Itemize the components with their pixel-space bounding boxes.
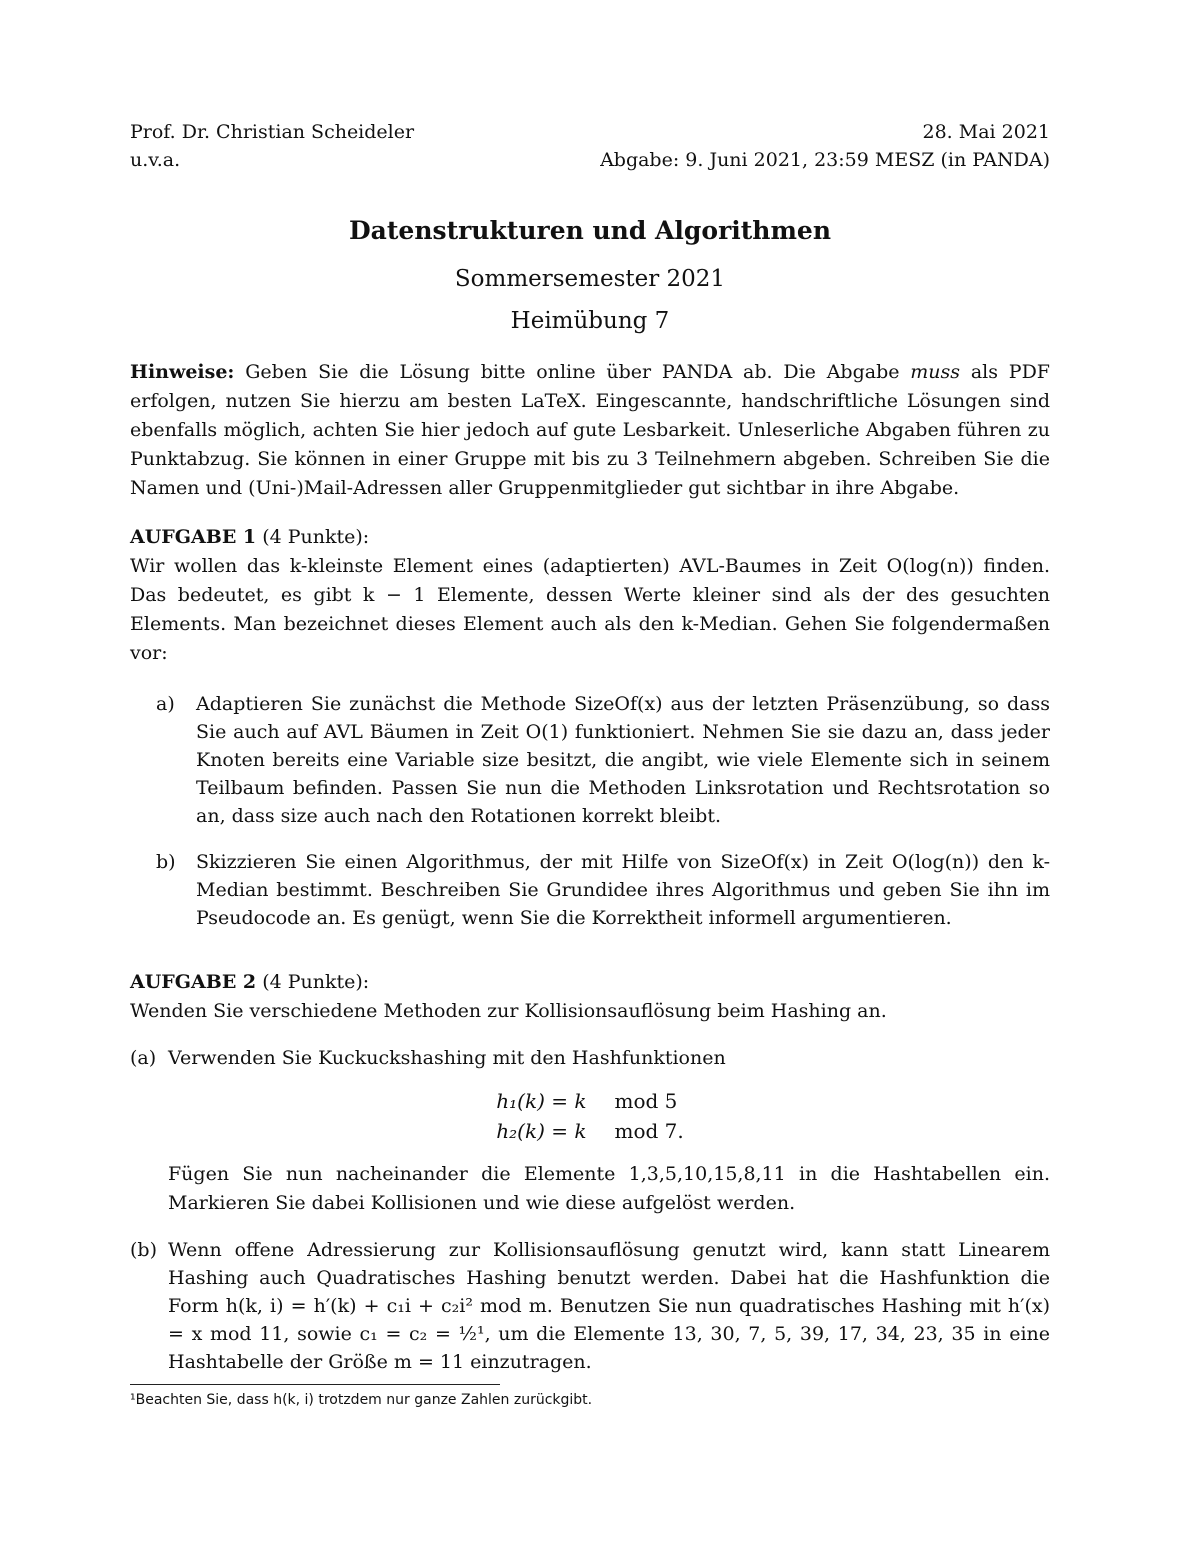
part-a-label: a) [156,693,175,715]
semester: Sommersemester 2021 [454,266,726,292]
header-row-1 [130,118,1050,146]
exercise1-intro: Wir wollen das k-kleinste Element eines (adaptierten) AVL-Baumes in Zeit O(log(n)) finden. Das bedeutet, es gibt k − 1 Elemente, dessen Werte kleiner sind als der des gesuchten Elements. Man bezeichnet dieses Element auch als den k-Median. Gehen Sie folgendermaßen vor: [130,555,1050,664]
h1-lhs: h₁(k) = k [496,1089,587,1113]
exercise2-part-b [130,1236,1050,1376]
part-a-text: Adaptieren Sie zunächst die Methode SizeOf(x) aus der letzten Präsenzübung, so dass Sie auch auf AVL Bäumen in Zeit O(1) funktioniert. Nehmen Sie sie dazu an, dass jeder Knoten bereits eine Variable size besitzt, die angibt, wie viele Elemente sich in seinem Teilbaum befinden. Passen Sie nun die Methoden Linksrotation und Rechtsrotation so an, dass size auch nach den Rotationen korrekt bleibt. [196,693,1050,827]
exercise1-label: AUFGABE 1 [130,526,257,548]
hash-function-2 [490,1116,689,1146]
coauthors: u.v.a. [130,149,181,171]
hash-function-1 [490,1086,689,1116]
notes [130,358,1050,503]
page-title: Datenstrukturen und Algorithmen [349,216,831,245]
hash-functions [130,1086,1050,1146]
exercise1-heading [130,523,1050,552]
exercise2-heading [130,968,1050,997]
notes-text-2: als PDF erfolgen, nutzen Sie hierzu am besten LaTeX. Eingescannte, handschriftliche Lösungen sind ebenfalls möglich, achten Sie hier jedoch auf gute Lesbarkeit. Unleserliche Abgaben führen zu Punktabzug. Sie können in einer Gruppe mit bis zu 3 Teilnehmern abgeben. Schreiben Sie die Namen und (Uni-)Mail-Adressen aller Gruppenmitglieder gut sichtbar in ihre Abgabe. [130,361,1050,499]
header-row-2 [130,146,1050,174]
exercise1-part-b [130,848,1050,932]
exercise1-points: (4 Punkte): [256,526,370,548]
ex2-part-a-label: (a) [130,1047,157,1069]
ex2-part-a-instructions: Fügen Sie nun nacheinander die Elemente 1,3,5,10,15,8,11 in die Hashtabellen ein. Markieren Sie dabei Kollisionen und wie diese aufgelöst werden. [168,1163,1050,1214]
part-b-label: b) [156,851,176,873]
h1-rhs: mod 5 [614,1089,678,1113]
ex2-part-b-text: Wenn offene Adressierung zur Kollisionsauflösung genutzt wird, kann statt Linearem Hashing auch Quadratisches Hashing benutzt werden. Dabei hat die Hashfunktion die Form h(k, i) = h′(k) + c₁i + c₂i² mod m. Benutzen Sie nun quadratisches Hashing mit h′(x) = x mod 11, sowie c₁ = c₂ = ½¹, um die Elemente 13, 30, 7, 5, 39, 17, 34, 23, 35 in eine Hashtabelle der Größe m = 11 einzutragen. [168,1239,1050,1373]
h2-lhs: h₂(k) = k [496,1119,587,1143]
notes-emphasis: muss [910,361,961,383]
exercise2-intro: Wenden Sie verschiedene Methoden zur Kollisionsauflösung beim Hashing an. [130,1000,887,1022]
h2-rhs: mod 7. [614,1119,684,1143]
part-b-text: Skizzieren Sie einen Algorithmus, der mit Hilfe von SizeOf(x) in Zeit O(log(n)) den k-Median bestimmt. Beschreiben Sie Grundidee ihres Algorithmus und geben Sie ihn im Pseudocode an. Es genügt, wenn Sie die Korrektheit informell argumentieren. [196,851,1050,929]
ex2-part-b-label: (b) [130,1239,157,1261]
deadline: Abgabe: 9. Juni 2021, 23:59 MESZ (in PANDA) [600,149,1050,171]
exercise2-part-a [130,1044,1050,1072]
document-page [130,118,1050,1411]
footnote-divider [130,1384,500,1385]
date: 28. Mai 2021 [922,121,1050,143]
notes-label: Hinweise: [130,361,235,383]
footnote: ¹Beachten Sie, dass h(k, i) trotzdem nur ganze Zahlen zurückgibt. [130,1392,593,1408]
author: Prof. Dr. Christian Scheideler [130,121,415,143]
exercise2-label: AUFGABE 2 [130,971,257,993]
ex2-part-a-text: Verwenden Sie Kuckuckshashing mit den Hashfunktionen [168,1047,726,1069]
notes-text-1: Geben Sie die Lösung bitte online über PANDA ab. Die Abgabe [234,361,911,383]
exercise1-part-a [130,690,1050,830]
exercise2-points: (4 Punkte): [256,971,370,993]
sheet-title: Heimübung 7 [510,308,670,334]
